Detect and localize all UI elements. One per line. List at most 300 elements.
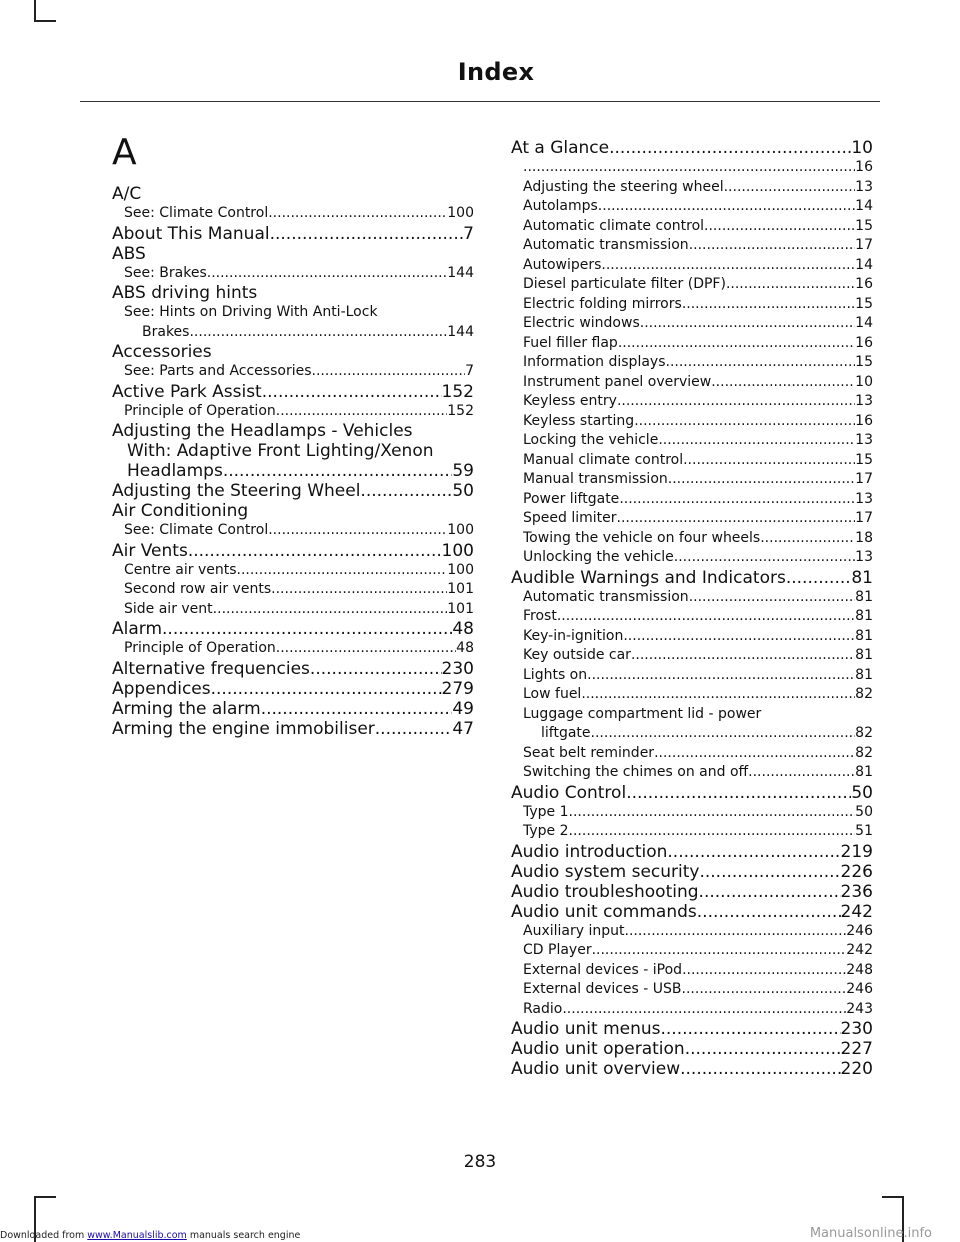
dot-leader [262,382,442,402]
entry-label: Arming the engine immobiliser [112,718,375,739]
entry-label: Unlocking the vehicle [523,549,674,565]
entry-label: A/C [112,184,142,204]
dot-leader [748,763,855,783]
index-entry[interactable] [112,481,474,501]
entry-page-number: 14 [855,315,873,331]
entry-page-number: 49 [452,698,474,719]
entry-label: Audio unit overview [511,1059,681,1079]
entry-label: Type 1 [523,803,569,820]
dot-leader [654,744,855,764]
index-entry[interactable] [511,256,873,276]
dot-leader [683,451,855,471]
entry-page-number: 15 [855,295,873,312]
entry-page-number: 236 [840,881,873,902]
entry-page-number: 100 [447,561,474,578]
entry-label: Audio unit commands [511,901,697,922]
index-entry[interactable] [511,392,873,412]
entry-label: Audio troubleshooting [511,881,699,902]
entry-label: Air Conditioning [112,501,249,521]
entry-page-number: 47 [452,718,474,739]
dot-leader [699,882,841,902]
entry-page-number: 48 [452,619,474,639]
index-entry[interactable] [511,373,873,393]
entry-label: Luggage compartment lid - power [523,705,762,722]
entry-page-number: 14 [855,198,873,214]
entry-page-number: 248 [846,961,873,978]
entry-label: Brakes [142,323,190,340]
dot-leader [704,217,855,237]
dot-leader [658,431,855,451]
entry-label: Instrument panel overview [523,373,712,390]
index-entry[interactable] [112,719,474,739]
index-entry[interactable] [112,699,474,719]
entry-page-number: 101 [447,600,474,617]
dot-leader [270,224,464,244]
dot-leader [640,314,855,334]
dot-leader [261,699,453,719]
entry-page-number: 13 [855,393,873,409]
index-entry[interactable] [511,980,873,1000]
index-entry[interactable] [112,501,474,521]
index-entry[interactable] [511,158,873,178]
index-entry[interactable] [112,679,474,699]
entry-label: ABS driving hints [112,283,258,303]
index-entry[interactable] [112,342,474,362]
index-entry[interactable] [112,600,474,620]
dot-leader [592,941,847,961]
dot-leader [569,822,856,842]
crop-mark-bottom-right [882,1196,904,1198]
dot-leader [591,724,856,744]
dot-leader [667,842,840,862]
index-entry[interactable] [511,353,873,373]
entry-label: Principle of Operation [124,402,276,419]
entry-page-number: 81 [855,647,873,663]
index-entry[interactable] [511,961,873,981]
entry-page-number: 13 [855,490,873,507]
dot-leader [237,561,448,581]
entry-page-number: 226 [840,861,873,882]
index-entry[interactable] [511,1019,873,1039]
dot-leader [617,509,856,529]
entry-page-number: 15 [855,217,873,234]
entry-page-number: 152 [447,402,474,419]
entry-label: Adjusting the steering wheel [523,178,724,195]
dot-leader [619,490,855,510]
dot-leader [581,685,855,705]
entry-label: External devices - USB [523,981,682,997]
entry-page-number: 219 [840,841,873,862]
entry-label: Arming the alarm [112,698,261,719]
dot-leader [271,580,447,600]
index-entry[interactable] [112,244,474,264]
entry-label: Electric windows [523,315,640,331]
entry-label: Keyless entry [523,393,617,409]
entry-label: Type 2 [523,823,569,839]
index-entry[interactable] [112,224,474,244]
dot-leader [189,323,447,343]
dot-leader [569,803,856,823]
index-entry[interactable] [511,217,873,237]
entry-page-number: 81 [855,764,873,780]
index-entry[interactable] [511,646,873,666]
entry-page-number: 246 [846,981,873,997]
entry-label: With: Adaptive Front Lighting/Xenon [127,441,434,461]
dot-leader [760,529,855,549]
index-entry[interactable] [511,178,873,198]
dot-leader [562,1000,846,1020]
entry-label: Switching the chimes on and off [523,764,749,780]
entry-label: Fuel filler flap [523,334,618,351]
dot-leader [680,1059,840,1079]
dot-leader [634,412,855,432]
entry-page-number: 10 [855,373,873,390]
entry-label: ABS [112,243,146,264]
dot-leader [213,600,448,620]
index-entry[interactable] [511,862,873,882]
index-entry[interactable] [511,197,873,217]
dot-leader [211,679,442,699]
dot-leader [666,353,856,373]
entry-page-number: 242 [840,901,873,922]
index-entry[interactable] [511,822,873,842]
entry-label: Audio Control [511,782,627,803]
index-entry[interactable] [112,639,474,659]
index-list-left [112,184,474,739]
index-entry[interactable] [511,882,873,902]
entry-label: Autowipers [523,256,602,273]
dot-leader [523,158,855,178]
entry-label: About This Manual [112,223,270,244]
dot-leader [587,666,855,686]
watermark-suffix: manuals search engine [186,1230,301,1241]
entry-page-number: 15 [855,451,873,468]
dot-leader [276,402,448,422]
index-entry[interactable] [511,431,873,451]
entry-page-number: 101 [447,581,474,597]
entry-label: CD Player [523,942,592,958]
index-entry[interactable] [511,1000,873,1020]
index-entry[interactable] [511,295,873,315]
index-entry[interactable] [511,509,873,529]
entry-label: Power liftgate [523,490,620,507]
entry-label: Adjusting the Steering Wheel [112,481,361,501]
entry-page-number: 81 [855,627,873,644]
entry-page-number: 100 [447,522,474,538]
entry-label: Automatic climate control [523,217,705,234]
entry-label: Towing the vehicle on four wheels [523,529,761,546]
entry-page-number: 17 [855,510,873,526]
entry-page-number: 48 [456,640,474,656]
entry-label: Frost [523,608,557,624]
index-entry[interactable] [511,548,873,568]
index-entry[interactable] [112,184,474,204]
dot-leader [689,236,855,256]
dot-leader [375,719,453,739]
index-entry[interactable] [511,922,873,942]
index-entry[interactable] [112,659,474,679]
entry-page-number: 82 [855,744,873,761]
entry-label: Lights on [523,666,588,683]
index-entry[interactable] [511,627,873,647]
index-entry[interactable] [511,803,873,823]
index-entry[interactable] [511,763,873,783]
dot-leader [623,627,855,647]
entry-label: See: Hints on Driving With Anti-Lock [124,304,378,320]
entry-page-number: 227 [840,1039,873,1059]
entry-label: External devices - iPod [523,961,683,978]
entry-label: Keyless starting [523,412,635,429]
dot-leader [726,275,855,295]
index-entry[interactable] [511,236,873,256]
dot-leader [223,461,453,481]
dot-leader [312,362,466,382]
index-entry[interactable] [511,607,873,627]
entry-page-number: 17 [855,471,873,487]
entry-label: liftgate [541,725,591,741]
index-entry[interactable] [511,275,873,295]
index-entry[interactable] [511,334,873,354]
index-entry[interactable] [511,314,873,334]
entry-label: Second row air vents [124,581,272,597]
dot-leader [682,961,846,981]
entry-page-number: 100 [441,540,474,561]
entry-label: See: Brakes [124,264,207,281]
entry-page-number: 242 [846,942,873,958]
index-entry[interactable] [112,382,474,402]
entry-label: Centre air vents [124,561,237,578]
entry-page-number: 230 [840,1019,873,1039]
index-entry[interactable] [112,541,474,561]
entry-label: Manual climate control [523,451,684,468]
entry-label: Alarm [112,619,163,639]
entry-page-number: 13 [855,432,873,448]
index-entry[interactable] [511,724,873,744]
entry-label: At a Glance [511,138,610,158]
dot-leader [207,264,448,284]
dot-leader [626,783,851,803]
entry-label: See: Parts and Accessories [124,363,312,379]
index-entry[interactable] [511,666,873,686]
index-entry[interactable] [511,588,873,608]
page-number: 283 [463,1152,497,1172]
index-entry[interactable] [511,902,873,922]
entry-label: Audio unit operation [511,1039,685,1059]
entry-label: Automatic transmission [523,237,689,253]
entry-label: Manual transmission [523,471,668,487]
section-letter: A [112,132,137,173]
dot-leader [598,197,855,217]
entry-page-number: 14 [855,256,873,273]
title-divider [80,101,880,102]
entry-label: Diesel particulate filter (DPF) [523,276,726,292]
entry-page-number: 10 [851,138,873,158]
index-entry[interactable] [511,412,873,432]
entry-label: Key-in-ignition [523,627,624,644]
manualslib-link[interactable]: www.Manualslib.com [87,1230,187,1241]
entry-page-number: 152 [441,381,474,402]
dot-leader [310,659,442,679]
dot-leader [682,295,855,315]
index-entry[interactable] [511,842,873,862]
entry-label: Principle of Operation [124,640,276,656]
index-entry[interactable] [112,421,474,441]
watermark-prefix: Downloaded from [0,1230,88,1241]
entry-page-number: 51 [855,823,873,839]
index-entry[interactable] [112,264,474,284]
entry-label: Electric folding mirrors [523,295,682,312]
entry-label: Speed limiter [523,510,617,526]
index-entry[interactable] [112,561,474,581]
entry-page-number: 16 [855,159,873,175]
entry-label: See: Climate Control [124,522,269,538]
entry-page-number: 100 [447,205,474,221]
dot-leader [689,588,855,608]
entry-label: Headlamps [127,461,223,481]
index-entry[interactable] [112,303,474,323]
dot-leader [268,521,447,541]
index-entry[interactable] [112,580,474,600]
entry-page-number: 230 [441,658,474,679]
dot-leader [625,922,847,942]
entry-page-number: 18 [855,529,873,546]
entry-page-number: 16 [855,334,873,351]
dot-leader [557,607,855,627]
entry-page-number: 59 [452,461,474,481]
index-entry[interactable] [511,470,873,490]
index-column-left [112,132,474,739]
entry-page-number: 16 [855,412,873,429]
index-entry[interactable] [511,705,873,725]
entry-label: Air Vents [112,540,188,561]
dot-leader [668,470,855,490]
dot-leader [699,862,840,882]
entry-label: Active Park Assist [112,381,262,402]
entry-label: Automatic transmission [523,588,689,605]
entry-label: Auxiliary input [523,922,625,939]
entry-label: Locking the vehicle [523,432,659,448]
entry-label: Audible Warnings and Indicators [511,567,786,588]
dot-leader [601,256,855,276]
entry-page-number: 81 [855,588,873,605]
index-list-right [511,138,873,1079]
entry-label: See: Climate Control [124,205,269,221]
entry-page-number: 13 [855,549,873,565]
index-entry[interactable] [511,1039,873,1059]
entry-label: Radio [523,1000,563,1017]
dot-leader [188,541,442,561]
entry-page-number: 17 [855,237,873,253]
index-entry[interactable] [511,529,873,549]
dot-leader [711,373,855,393]
index-entry[interactable] [511,138,873,158]
entry-label: Adjusting the Headlamps - Vehicles [112,421,413,441]
index-entry[interactable] [112,619,474,639]
entry-label: Side air vent [124,600,213,617]
dot-leader [609,138,851,158]
entry-page-number: 81 [851,567,873,588]
index-column-right [511,138,873,1079]
entry-label: Autolamps [523,198,598,214]
entry-page-number: 16 [855,276,873,292]
index-entry[interactable] [112,323,474,343]
entry-label: Audio unit menus [511,1019,661,1039]
download-watermark [0,1230,300,1241]
index-entry[interactable] [511,941,873,961]
entry-label: Seat belt reminder [523,744,655,761]
page-title: Index [457,58,535,86]
index-entry[interactable] [511,685,873,705]
dot-leader [631,646,855,666]
entry-page-number: 50 [851,782,873,803]
index-entry[interactable] [112,402,474,422]
entry-page-number: 243 [846,1000,873,1017]
crop-mark-top-left [34,0,36,22]
index-entry[interactable] [511,744,873,764]
entry-label: Key outside car [523,647,631,663]
dot-leader [617,392,855,412]
entry-page-number: 81 [855,666,873,683]
index-entry[interactable] [112,362,474,382]
entry-page-number: 7 [465,363,474,379]
index-entry[interactable] [511,451,873,471]
index-entry[interactable] [511,783,873,803]
entry-label: Information displays [523,354,666,370]
index-entry[interactable] [511,1059,873,1079]
entry-page-number: 81 [855,608,873,624]
entry-label: Accessories [112,342,212,362]
index-entry[interactable] [511,490,873,510]
entry-page-number: 246 [846,922,873,939]
entry-label: Audio system security [511,861,700,882]
entry-page-number: 7 [463,223,474,244]
dot-leader [685,1039,841,1059]
entry-page-number: 13 [855,178,873,195]
dot-leader [697,902,841,922]
crop-mark-top-left [34,20,56,22]
dot-leader [360,481,452,501]
crop-mark-bottom-left [34,1196,56,1198]
entry-page-number: 82 [855,686,873,702]
entry-page-number: 50 [855,803,873,820]
entry-label: Alternative frequencies [112,658,310,679]
dot-leader [268,204,447,224]
index-entry[interactable] [112,204,474,224]
index-entry[interactable] [511,568,873,588]
dot-leader [724,178,856,198]
entry-label: Low fuel [523,686,582,702]
dot-leader [661,1019,841,1039]
entry-label: Appendices [112,678,211,699]
index-entry[interactable] [112,441,474,461]
index-entry[interactable] [112,283,474,303]
dot-leader [682,980,847,1000]
index-entry[interactable] [112,521,474,541]
manualsonline-watermark: Manualsonline.info [809,1226,932,1241]
entry-page-number: 15 [855,354,873,370]
dot-leader [786,568,852,588]
dot-leader [674,548,855,568]
entry-label: Audio introduction [511,841,668,862]
dot-leader [618,334,855,354]
entry-page-number: 50 [452,481,474,501]
entry-page-number: 144 [447,323,474,340]
dot-leader [162,619,452,639]
dot-leader [276,639,456,659]
entry-page-number: 144 [447,264,474,281]
index-entry[interactable] [112,461,474,481]
entry-page-number: 220 [840,1059,873,1079]
